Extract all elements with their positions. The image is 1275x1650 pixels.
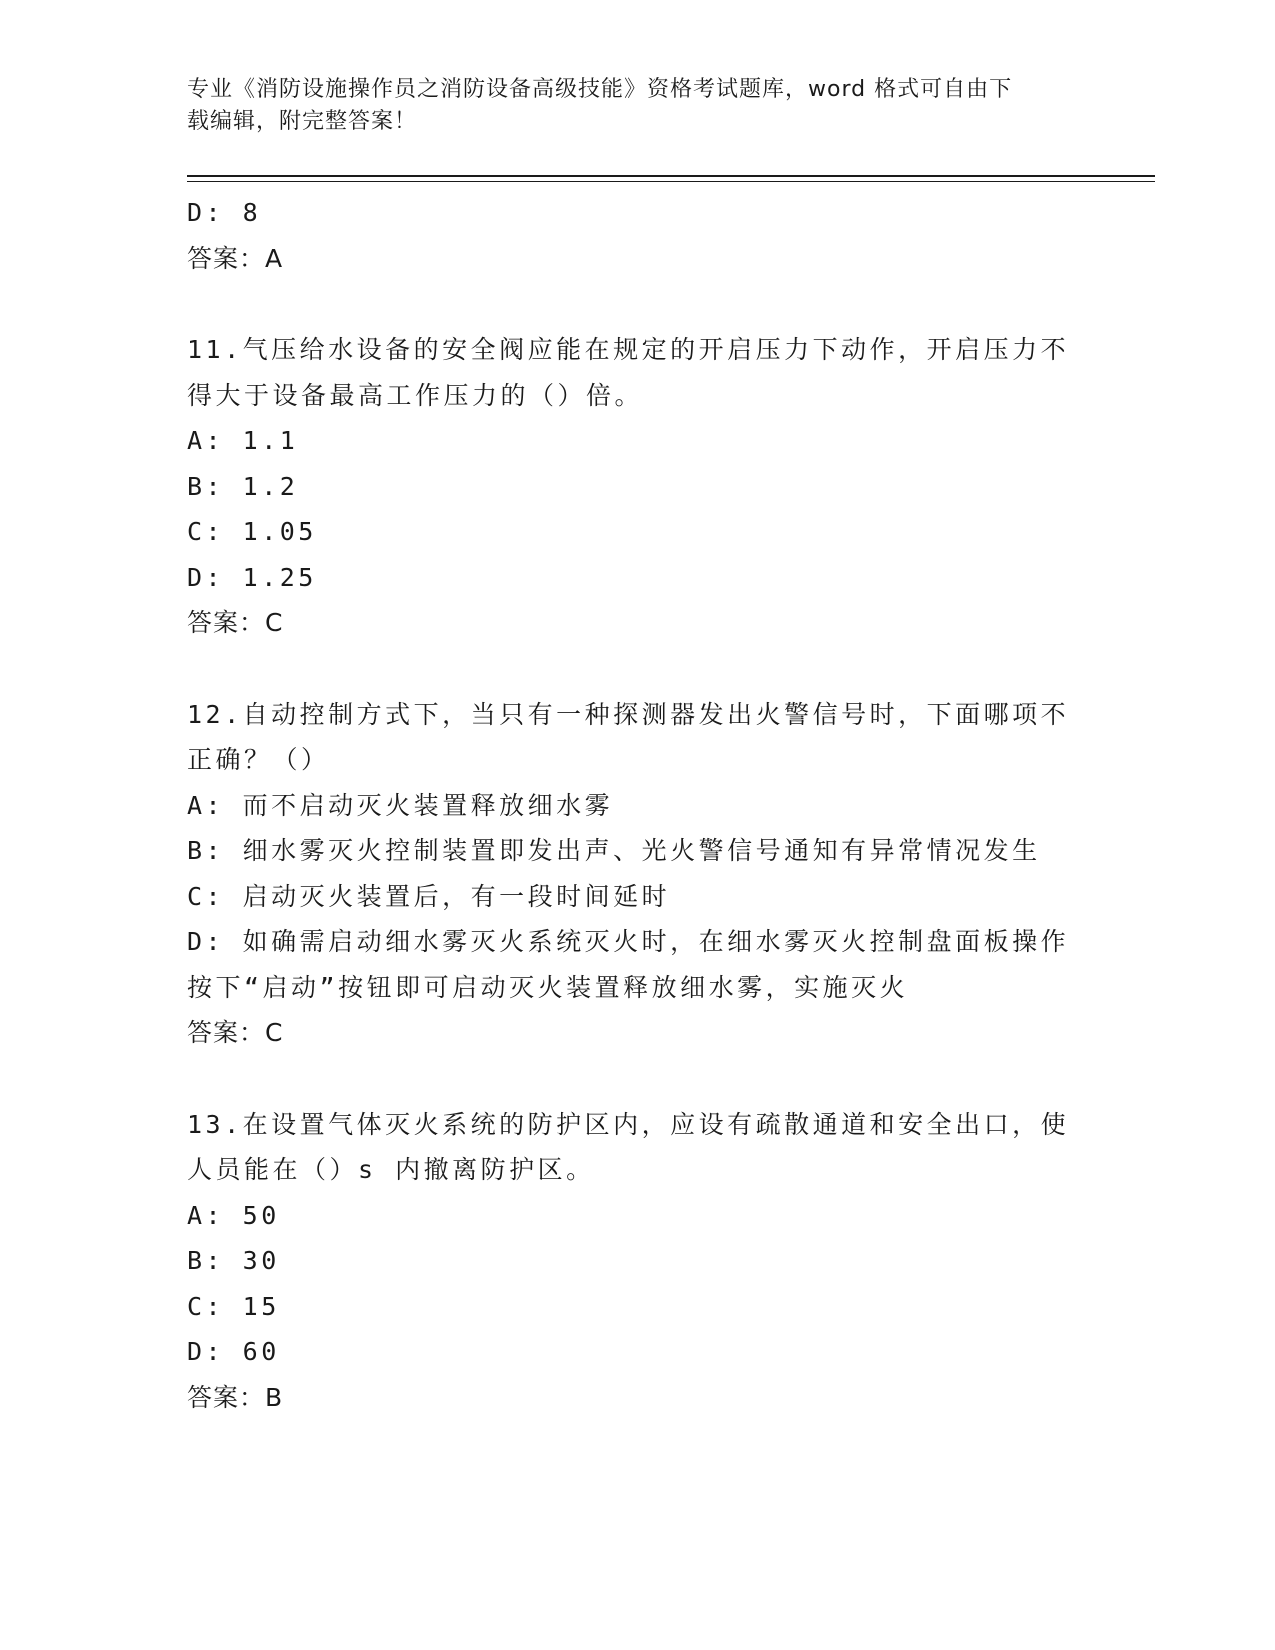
option-c: C: 1.05 (187, 517, 317, 546)
question-block-12 (187, 692, 1077, 1056)
answer-line: 答案：B (187, 1382, 284, 1412)
question-stem: 11.气压给水设备的安全阀应能在规定的开启压力下动作，开启压力不得大于设备最高工作压力的（）倍。 (187, 335, 1070, 410)
option-b: B: 1.2 (187, 471, 299, 501)
answer-line: 答案：A (187, 243, 284, 273)
question-list (187, 190, 1077, 1420)
spacer (187, 646, 1077, 692)
question-stem: 12.自动控制方式下，当只有一种探测器发出火警信号时，下面哪项不正确？（） (187, 699, 1070, 774)
spacer (187, 1056, 1077, 1102)
header-divider-thick (187, 175, 1155, 177)
option-d: D: 60 (187, 1337, 280, 1366)
option-c: C: 15 (187, 1291, 280, 1321)
answer-line: 答案：C (187, 608, 284, 637)
option-c: C: 启动灭火装置后，有一段时间延时 (187, 881, 671, 911)
header-line-2: 载编辑，附完整答案！ (187, 109, 418, 134)
option-d: D: 1.25 (187, 562, 317, 592)
page-header (187, 74, 1067, 138)
option-d: D: 8 (187, 198, 262, 227)
option-b: B: 细水雾灭火控制装置即发出声、光火警信号通知有异常情况发生 (187, 836, 1041, 865)
option-a: A: 1.1 (187, 426, 299, 455)
answer-line: 答案：C (187, 1018, 284, 1047)
option-d: D: 如确需启动细水雾灭火系统灭火时，在细水雾灭火控制盘面板操作按下“启动”按钮即可启动灭火装置释放细水雾，实施灭火 (187, 927, 1070, 1002)
spacer (187, 281, 1077, 327)
option-a: A: 50 (187, 1200, 280, 1230)
question-stem: 13.在设置气体灭火系统的防护区内，应设有疏散通道和安全出口，使人员能在（）s 内撤离防护区。 (187, 1109, 1070, 1184)
header-divider-thin (187, 181, 1155, 182)
header-line-1: 专业《消防设施操作员之消防设备高级技能》资格考试题库，word 格式可自由下 (187, 77, 1013, 102)
question-block-13 (187, 1102, 1077, 1421)
question-block-11 (187, 327, 1077, 646)
option-a: A: 而不启动灭火装置释放细水雾 (187, 790, 614, 820)
option-b: B: 30 (187, 1246, 280, 1275)
